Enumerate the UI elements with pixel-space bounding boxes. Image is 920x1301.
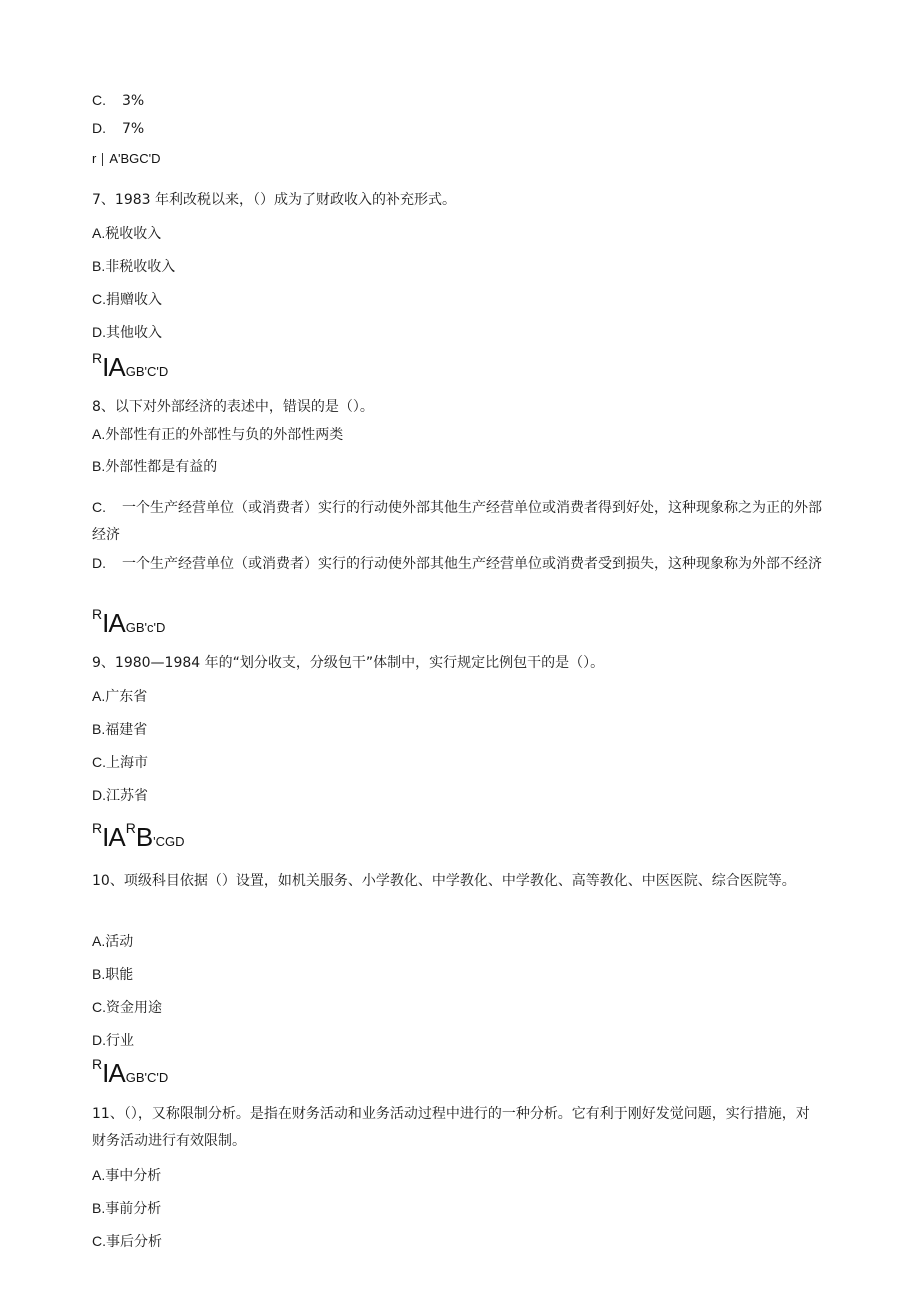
q11-option-b [92, 1195, 161, 1223]
option-text: 一个生产经营单位（或消费者）实行的行动使外部其他生产经营单位或消费者得到好处，这种现象称之为正的外部经济 [92, 500, 822, 543]
q8-option-d [92, 550, 822, 578]
option-text: 广东省 [105, 689, 148, 705]
option-label: C. [92, 1233, 106, 1249]
option-label: B. [92, 258, 106, 274]
answer-rest: GB'C'D [125, 364, 169, 379]
answer-a: A [108, 1058, 126, 1088]
answer-mark: r [92, 151, 97, 166]
option-text: 外部性有正的外部性与负的外部性两类 [105, 427, 344, 443]
option-label: B. [92, 1200, 106, 1216]
q9-option-d [92, 782, 148, 810]
option-label: C. [92, 499, 106, 515]
q11-option-a [92, 1162, 161, 1190]
answer-i: I [102, 822, 109, 852]
option-text: 职能 [105, 967, 134, 983]
option-text: 一个生产经营单位（或消费者）实行的行动使外部其他生产经营单位或消费者受到损失，这种现象称为外部不经济 [122, 556, 822, 572]
q8-option-c [92, 494, 822, 549]
option-text: 事后分析 [106, 1234, 162, 1250]
option-label: A. [92, 688, 106, 704]
q7-option-b [92, 253, 175, 281]
option-label: A. [92, 225, 106, 241]
q10-answer-row [92, 1058, 168, 1088]
answer-letters: A'BGC'D [109, 151, 161, 166]
option-text: 行业 [106, 1033, 134, 1049]
q9-answer-row [92, 822, 185, 852]
option-text: 税收收入 [105, 226, 162, 242]
option-label: B. [92, 458, 106, 474]
option-label: A. [92, 933, 106, 949]
option-label: A. [92, 1167, 106, 1183]
answer-r: R [92, 606, 103, 622]
answer-r: R [92, 1056, 103, 1072]
option-text: 捐赠收入 [106, 292, 162, 308]
q7-option-d [92, 319, 162, 347]
option-label: D. [92, 787, 106, 803]
option-text: 江苏省 [106, 788, 148, 804]
option-label: D. [92, 555, 106, 571]
q6-option-d [92, 115, 144, 143]
q8-answer-row [92, 608, 165, 638]
q6-answer-row [92, 150, 161, 166]
option-label: A. [92, 426, 106, 442]
option-text: 7% [122, 121, 145, 137]
option-text: 资金用途 [106, 1000, 162, 1016]
option-label: C. [92, 291, 106, 307]
option-text: 外部性都是有益的 [105, 459, 218, 475]
answer-r: R [92, 350, 103, 366]
answer-rest: GB'c'D [125, 620, 166, 635]
option-label: B. [92, 721, 106, 737]
option-text: 其他收入 [106, 325, 162, 341]
option-text: 福建省 [105, 722, 148, 738]
q8-option-b [92, 453, 217, 481]
option-label: C. [92, 92, 106, 108]
q9-stem: 9、1980—1984 年的“划分收支，分级包干”体制中，实行规定比例包干的是（）。 [92, 655, 605, 671]
answer-r: R [92, 820, 103, 836]
q11-stem: 11、（），又称限制分析。是指在财务活动和业务活动过程中进行的一种分析。它有利于刚好发觉问题，实行措施，对财务活动进行有效限制。 [92, 1106, 810, 1149]
q7-answer-row [92, 352, 168, 382]
option-label: D. [92, 324, 106, 340]
option-text: 事前分析 [105, 1201, 162, 1217]
q10-option-a [92, 928, 133, 956]
option-label: D. [92, 120, 106, 136]
option-text: 上海市 [106, 755, 148, 771]
answer-a: A [108, 822, 126, 852]
q8-stem: 8、以下对外部经济的表述中，错误的是（）。 [92, 399, 374, 415]
option-label: C. [92, 999, 106, 1015]
q9-option-a [92, 683, 147, 711]
option-text: 活动 [105, 934, 134, 950]
q9-option-c [92, 749, 148, 777]
q7-option-c [92, 286, 162, 314]
q7-option-a [92, 220, 161, 248]
q6-option-c [92, 87, 144, 115]
answer-b: B [135, 822, 154, 852]
q10-option-b [92, 961, 133, 989]
q7-stem: 7、1983 年利改税以来，（）成为了财政收入的补充形式。 [92, 192, 456, 208]
q10-option-c [92, 994, 162, 1022]
answer-rest: 'CGD [153, 834, 185, 849]
option-label: D. [92, 1032, 106, 1048]
answer-rest: GB'C'D [125, 1070, 169, 1085]
answer-a: A [108, 352, 126, 382]
q11-option-c [92, 1228, 162, 1256]
answer-r2: R [125, 820, 136, 836]
q9-option-b [92, 716, 147, 744]
option-text: 3% [122, 93, 145, 109]
q8-option-a [92, 421, 343, 449]
answer-i: I [102, 608, 109, 638]
answer-i: I [102, 1058, 109, 1088]
option-text: 事中分析 [105, 1168, 162, 1184]
option-label: B. [92, 966, 106, 982]
q10-stem: 10、项级科目依据（）设置，如机关服务、小学教化、中学教化、中学教化、高等教化、中医医院、综合医院等。 [92, 873, 796, 889]
option-text: 非税收收入 [105, 259, 176, 275]
answer-i: I [102, 352, 109, 382]
answer-a: A [108, 608, 126, 638]
q10-option-d [92, 1027, 134, 1055]
option-label: C. [92, 754, 106, 770]
divider [102, 153, 103, 166]
